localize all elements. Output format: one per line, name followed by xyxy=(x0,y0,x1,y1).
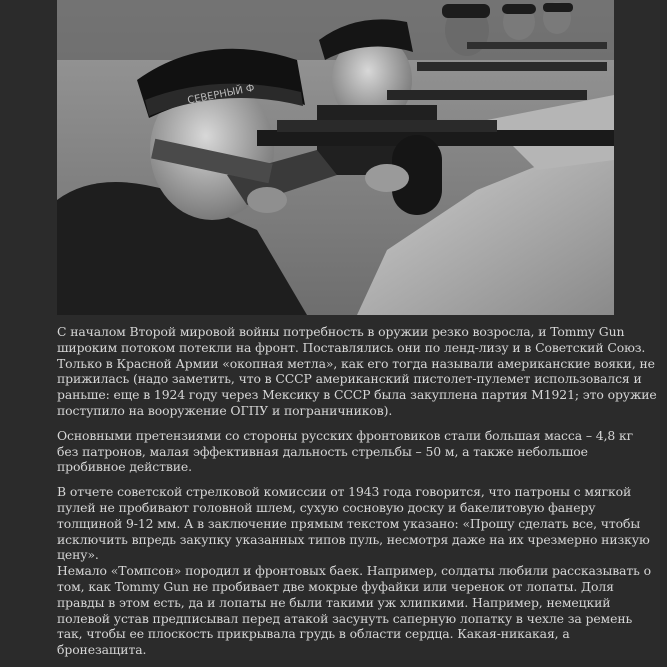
sailors-with-tommy-guns-image xyxy=(57,0,614,315)
paragraph-1: С началом Второй мировой войны потребность в оружии резко возросла, и Tommy Gun широким потоком потекли на фронт. Поставлялись они по ленд-лизу и в Советский Союз. Только в Красной Армии «окопная метла», как его тогда называли американские вояки, не прижилась (надо заметить, что в СССР американский пистолет-пулемет использовался и раньше: еще в 1924 году через Мексику в СССР была закуплена партия М1921; это оружие поступило на вооружение ОГПУ и пограничников). xyxy=(57,324,657,418)
paragraph-3: В отчете советской стрелковой комиссии от 1943 года говорится, что патроны с мягкой пулей не пробивают головной шлем, сухую сосновую доску и бакелитовую фанеру толщиной 9-12 мм. А в заключение прямым текстом указано: «Прошу сделать все, чтобы исключить впредь закупку указанных типов пуль, несмотря даже на их чрезмерно низкую цену». xyxy=(57,484,650,563)
cap-band-text: СЕВЕРНЫЙ Ф xyxy=(186,82,256,107)
paragraph-4: Немало «Томпсон» породил и фронтовых баек. Например, солдаты любили рассказывать о том, как Tommy Gun не пробивает две мокрые фуфайки или черенок от лопаты. Доля правды в этом есть, да и лопаты не были такими уж хлипкими. Например, немецкий полевой устав предписывал перед атакой засунуть саперную лопатку в чехле за ремень так, чтобы ее плоскость прикрывала грудь в области сердца. Какая-никакая, а бронезащита. xyxy=(57,563,651,658)
article-text xyxy=(57,324,657,667)
paragraph-2: Основными претензиями со стороны русских фронтовиков стали большая масса – 4,8 кг без патронов, малая эффективная дальность стрельбы – 50 м, а также небольшое пробивное действие. xyxy=(57,427,634,475)
war-photo xyxy=(57,0,614,315)
